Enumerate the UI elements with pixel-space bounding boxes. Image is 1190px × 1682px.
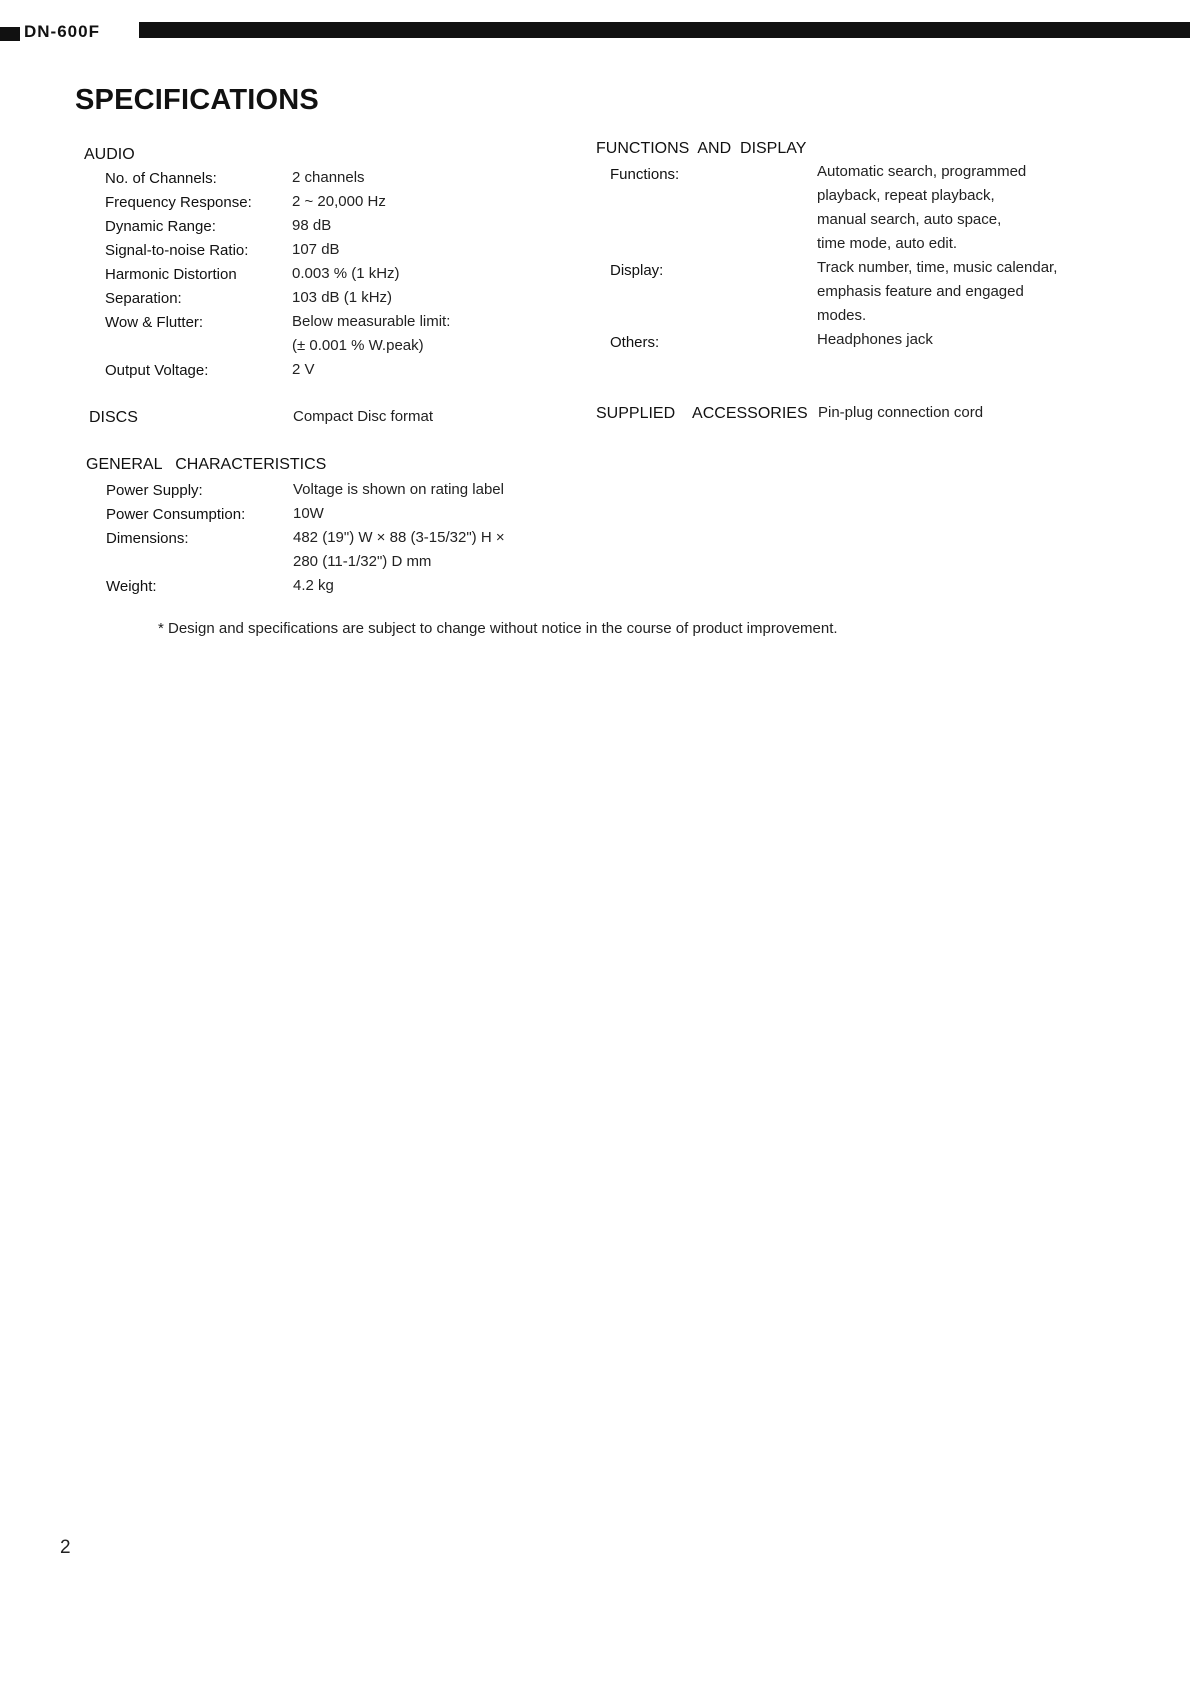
value-line: manual search, auto space, <box>817 211 1002 228</box>
spec-label: Dynamic Range: <box>105 218 216 235</box>
accessories-value: Pin-plug connection cord <box>818 404 984 421</box>
page-number: 2 <box>60 1537 71 1558</box>
spec-label: Separation: <box>105 290 182 307</box>
spec-label: Output Voltage: <box>105 362 209 379</box>
audio-heading: AUDIO <box>84 146 135 163</box>
model-label: DN-600F <box>24 22 100 41</box>
spec-label: Wow & Flutter: <box>105 314 204 331</box>
discs-value: Compact Disc format <box>293 408 434 425</box>
header-mark <box>0 27 20 41</box>
spec-value: 107 dB <box>292 241 340 258</box>
spec-label: Dimensions: <box>106 530 189 547</box>
spec-label: Signal-to-noise Ratio: <box>105 242 249 259</box>
footnote: * Design and specifications are subject to change without notice in the course of product improvement. <box>158 620 838 637</box>
spec-value: Headphones jack <box>817 331 933 348</box>
value-line: 482 (19") W × 88 (3-15/32") H × <box>293 529 505 546</box>
spec-label: Functions: <box>610 166 680 183</box>
value-line: 280 (11-1/32") D mm <box>293 553 432 570</box>
value-line: (± 0.001 % W.peak) <box>292 337 424 354</box>
value-line: playback, repeat playback, <box>817 187 995 204</box>
page-title: SPECIFICATIONS <box>75 84 319 116</box>
spec-label: Weight: <box>106 578 157 595</box>
spec-label: Others: <box>610 334 660 351</box>
spec-label: No. of Channels: <box>105 170 217 187</box>
spec-value: 2 channels <box>292 169 365 186</box>
discs-heading: DISCS <box>89 409 138 426</box>
spec-value: 98 dB <box>292 217 332 234</box>
spec-value-multiline <box>817 256 1057 328</box>
spec-label: Frequency Response: <box>105 194 252 211</box>
general-heading: GENERAL CHARACTERISTICS <box>86 456 327 473</box>
spec-value: 4.2 kg <box>293 577 334 594</box>
value-line: Track number, time, music calendar, <box>817 259 1058 276</box>
header-bar <box>139 22 1190 38</box>
spec-label: Harmonic Distortion <box>105 266 237 283</box>
value-line: emphasis feature and engaged <box>817 283 1024 300</box>
spec-value: 2 ~ 20,000 Hz <box>292 193 386 210</box>
functions-heading: FUNCTIONS AND DISPLAY <box>596 140 807 157</box>
spec-label: Power Consumption: <box>106 506 246 523</box>
value-line: time mode, auto edit. <box>817 235 958 252</box>
spec-label: Power Supply: <box>106 482 203 499</box>
spec-value-multiline <box>292 310 450 358</box>
spec-value-multiline <box>817 160 1026 256</box>
spec-value: 10W <box>293 505 324 522</box>
value-line: modes. <box>817 307 867 324</box>
value-line: Automatic search, programmed <box>817 163 1027 180</box>
spec-value: Voltage is shown on rating label <box>293 481 504 498</box>
value-line: Below measurable limit: <box>292 313 451 330</box>
spec-value: 103 dB (1 kHz) <box>292 289 393 306</box>
spec-label: Display: <box>610 262 664 279</box>
spec-value: 0.003 % (1 kHz) <box>292 265 400 282</box>
spec-value: 2 V <box>292 361 315 378</box>
spec-value-multiline <box>293 526 505 574</box>
accessories-heading: SUPPLIED ACCESSORIES <box>596 405 808 422</box>
